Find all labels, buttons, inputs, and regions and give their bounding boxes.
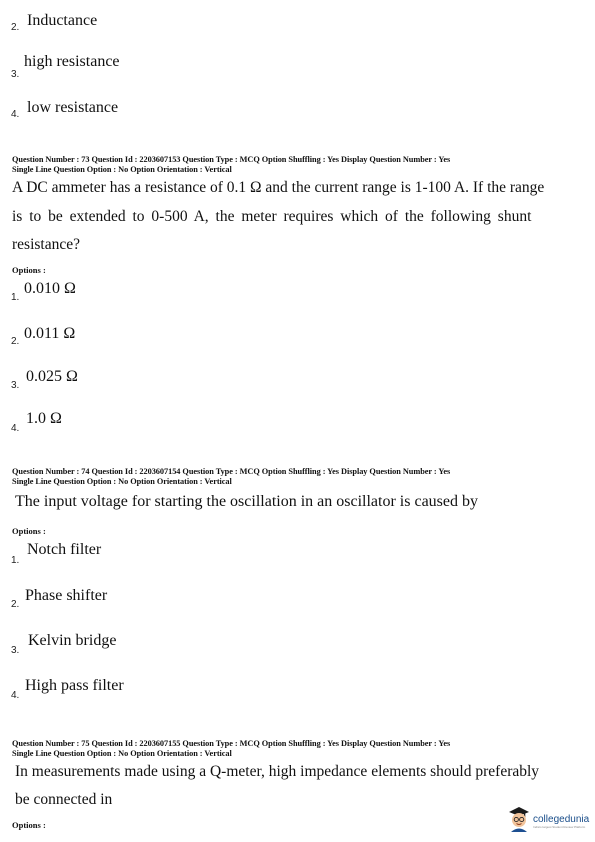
option-text: 0.010 Ω <box>24 280 76 297</box>
question-meta-line2: Single Line Question Option : No Option Orientation : Vertical <box>12 477 232 486</box>
question-text-line1: The input voltage for starting the oscillation in an oscillator is caused by <box>15 493 478 510</box>
question-meta-line2: Single Line Question Option : No Option Orientation : Vertical <box>12 749 232 758</box>
option-number: 3. <box>11 380 20 391</box>
option-number: 4. <box>11 109 20 120</box>
options-label: Options : <box>12 526 46 536</box>
options-label: Options : <box>12 820 46 830</box>
option-text: High pass filter <box>25 677 124 694</box>
option-text: low resistance <box>27 99 119 116</box>
question-meta-line2: Single Line Question Option : No Option Orientation : Vertical <box>12 165 232 174</box>
option-number: 4. <box>11 690 20 701</box>
logo-name: collegedunia <box>533 813 590 825</box>
question-meta-line1: Question Number : 75 Question Id : 2203607155 Question Type : MCQ Option Shuffling : Yes Display Question Number : Yes <box>12 739 451 748</box>
collegedunia-logo <box>508 806 589 837</box>
option-text: 1.0 Ω <box>26 410 62 427</box>
option-number: 2. <box>11 22 20 33</box>
option-text: high resistance <box>24 53 120 70</box>
option-number: 3. <box>11 645 20 656</box>
option-number: 2. <box>11 599 20 610</box>
question-text-line3: resistance? <box>12 236 80 253</box>
option-text: Inductance <box>27 12 98 29</box>
option-text: 0.025 Ω <box>26 368 78 385</box>
question-text-line2: be connected in <box>15 791 113 808</box>
option-text: Phase shifter <box>25 587 108 604</box>
option-number: 4. <box>11 423 20 434</box>
graduate-mascot-icon <box>508 806 530 837</box>
question-text-line2: is to be extended to 0-500 A, the meter requires which of the following shunt <box>12 208 532 225</box>
option-text: 0.011 Ω <box>24 325 76 342</box>
option-text: Notch filter <box>27 541 102 558</box>
question-text-line1: In measurements made using a Q-meter, high impedance elements should preferably <box>15 763 540 780</box>
option-number: 1. <box>11 555 20 566</box>
logo-tagline: India's largest Student Review Platform <box>533 824 586 829</box>
option-number: 3. <box>11 69 20 80</box>
option-text: Kelvin bridge <box>28 632 117 649</box>
question-text-line1: A DC ammeter has a resistance of 0.1 Ω and the current range is 1-100 A. If the range <box>12 179 545 196</box>
option-number: 2. <box>11 336 20 347</box>
option-number: 1. <box>11 292 20 303</box>
question-meta-line1: Question Number : 74 Question Id : 2203607154 Question Type : MCQ Option Shuffling : Yes Display Question Number : Yes <box>12 467 451 476</box>
question-meta-line1: Question Number : 73 Question Id : 2203607153 Question Type : MCQ Option Shuffling : Yes Display Question Number : Yes <box>12 155 451 164</box>
options-label: Options : <box>12 265 46 275</box>
